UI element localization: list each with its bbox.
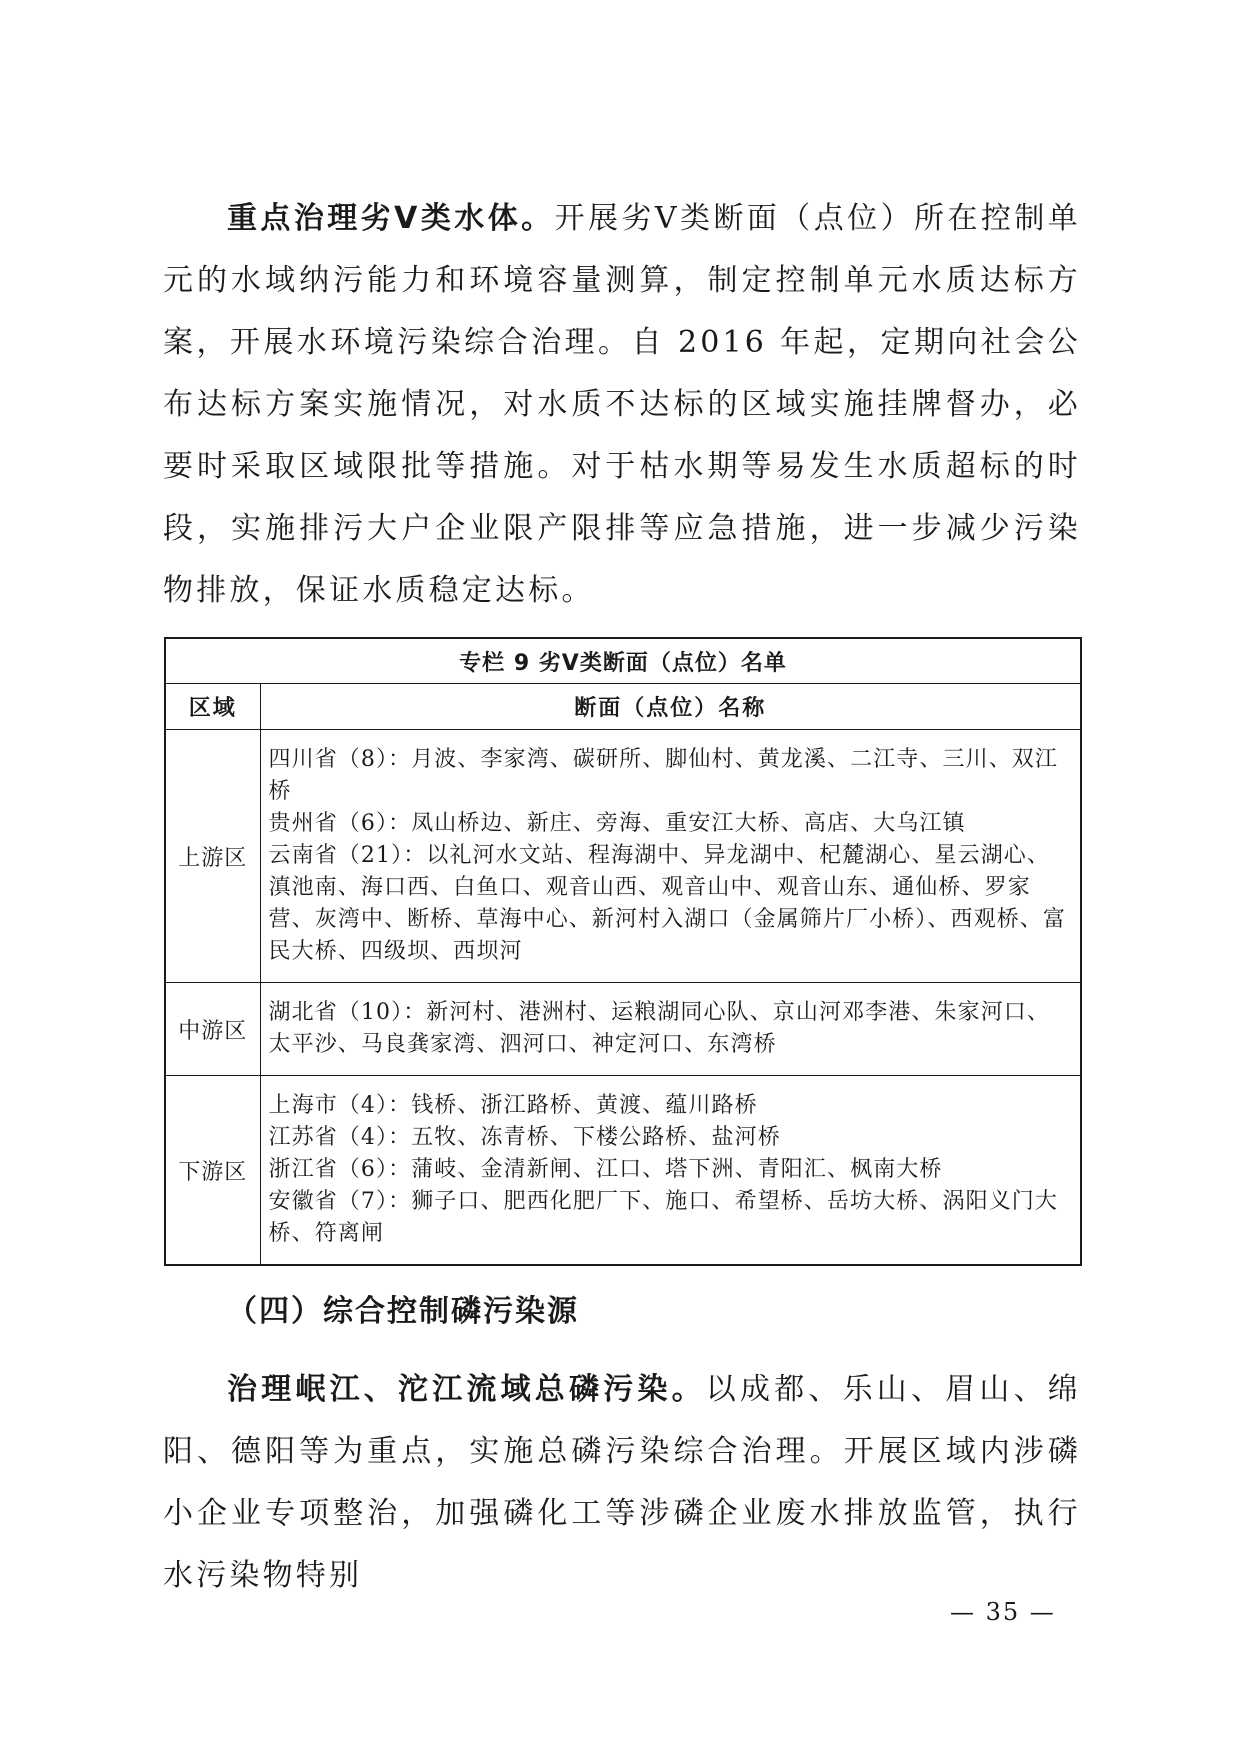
page-number: — 35 — (950, 1598, 1056, 1626)
table-row (165, 983, 1081, 1076)
inferior-v-sections-table (164, 637, 1080, 1266)
paragraph-key-treatment (163, 188, 1081, 622)
column-header-region: 区域 (165, 684, 260, 730)
table-row (165, 1076, 1081, 1266)
province-line: 上海市（4）：钱桥、浙江路桥、黄渡、蕴川路桥 (268, 1093, 758, 1118)
province-line: 贵州省（6）：凤山桥边、新庄、旁海、重安江大桥、高店、大乌江镇 (268, 811, 966, 836)
paragraph-body: 以成都、乐山、眉山、绵阳、德阳等为重点，实施总磷污染综合治理。开展区域内涉磷小企业专项整治，加强磷化工等涉磷企业废水排放监管，执行水污染物特别 (163, 1372, 1081, 1593)
paragraph-phosphorus (163, 1359, 1081, 1607)
names-cell (260, 983, 1081, 1076)
paragraph-lead-bold: 治理岷江、沱江流域总磷污染。 (227, 1372, 706, 1407)
paragraph-lead-bold: 重点治理劣Ⅴ类水体。 (227, 201, 555, 236)
province-line: 云南省（21）：以礼河水文站、程海湖中、异龙湖中、杞麓湖心、星云湖心、滇池南、海口西、白鱼口、观音山西、观音山中、观音山东、通仙桥、罗家营、灰湾中、断桥、草海中心、新河村入湖口（金属筛片厂小桥）、西观桥、富民大桥、四级坝、西坝河 (268, 843, 1067, 964)
paragraph-body: 开展劣Ⅴ类断面（点位）所在控制单元的水域纳污能力和环境容量测算，制定控制单元水质达标方案，开展水环境污染综合治理。自 2016 年起，定期向社会公布达标方案实施情况，对水质不达标的区域实施挂牌督办，必要时采取区域限批等措施。对于枯水期等易发生水质超标的时段，实施排污大户企业限产限排等应急措施，进一步减少污染物排放，保证水质稳定达标。 (163, 201, 1082, 608)
province-line: 四川省（8）：月波、李家湾、碳研所、脚仙村、黄龙溪、二江寺、三川、双江桥 (268, 747, 1058, 804)
names-cell (260, 730, 1081, 983)
region-cell: 上游区 (165, 730, 260, 983)
region-cell: 下游区 (165, 1076, 260, 1266)
names-cell (260, 1076, 1081, 1266)
table-row (165, 730, 1081, 983)
province-line: 安徽省（7）：狮子口、肥西化肥厂下、施口、希望桥、岳坊大桥、涡阳义门大桥、符离闸 (268, 1189, 1058, 1246)
province-line: 浙江省（6）：蒲岐、金清新闸、江口、塔下洲、青阳汇、枫南大桥 (268, 1157, 943, 1182)
section-heading: （四）综合控制磷污染源 (227, 1294, 579, 1329)
province-line: 江苏省（4）：五牧、冻青桥、下楼公路桥、盐河桥 (268, 1125, 781, 1150)
table-caption: 专栏 9 劣Ⅴ类断面（点位）名单 (165, 638, 1081, 684)
column-header-names: 断面（点位）名称 (260, 684, 1081, 730)
region-cell: 中游区 (165, 983, 260, 1076)
province-line: 湖北省（10）：新河村、港洲村、运粮湖同心队、京山河邓李港、朱家河口、太平沙、马良龚家湾、泗河口、神定河口、东湾桥 (268, 1000, 1050, 1057)
